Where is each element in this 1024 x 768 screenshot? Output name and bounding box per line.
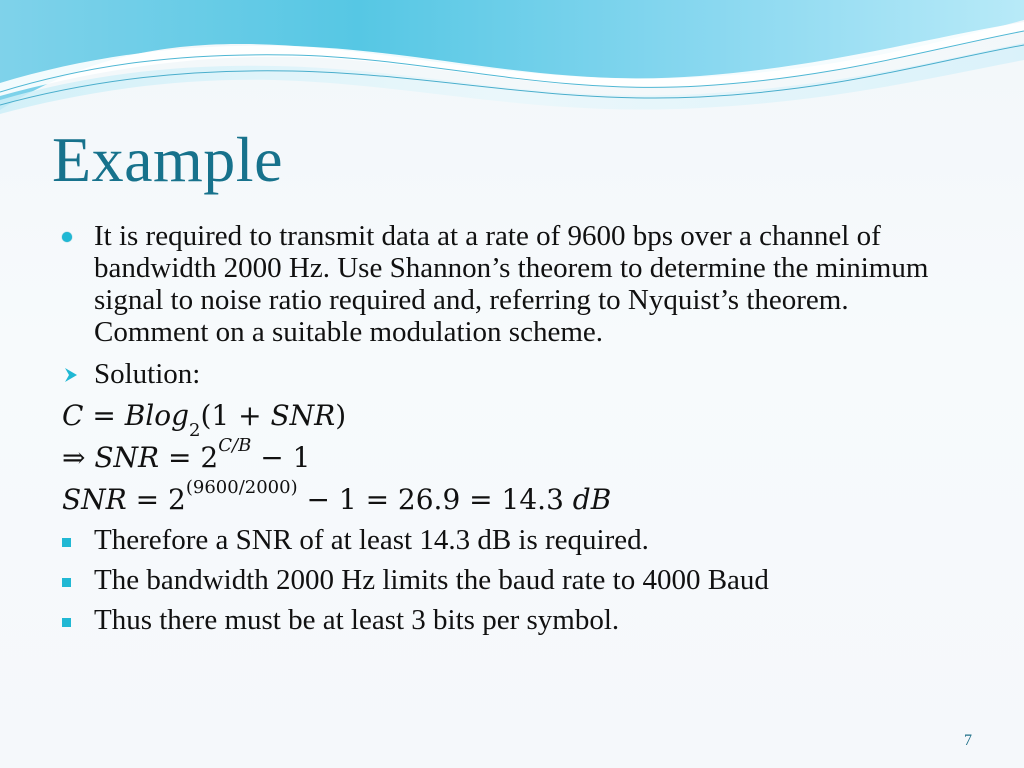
snr-symbol: SNR [62,483,127,516]
power-exponent: C/B [218,434,252,456]
problem-statement [62,220,962,348]
minus-one: − 1 [251,441,311,474]
implies-symbol: ⇒ [62,441,95,474]
circle-bullet-icon [62,232,72,242]
power-base: 2 [200,441,219,474]
snr-symbol: SNR [94,441,160,474]
slide-content [62,220,962,644]
equation-rearranged [62,434,962,476]
solution-label: Solution: [94,358,201,390]
power-exponent: (9600/2000) [185,476,298,498]
problem-text: It is required to transmit data at a rate of 9600 bps over a channel of bandwidth 2000 Hz. Use Shannon’s theorem to determine the minimum signal to noise ratio required and, referring to Nyquist’s theorem. Comment on a suitable modulation scheme. [94,220,929,348]
slide-title: Example [52,124,283,195]
result-item [62,564,962,596]
equation-shannon [62,398,962,441]
log-base: 2 [189,419,201,441]
square-bullet-icon [62,578,71,587]
snr-symbol: SNR [270,399,336,432]
decibel-unit: dB [572,483,612,516]
power-base: 2 [168,483,186,516]
capacity-symbol: C [62,399,84,432]
closing-parenthesis: ) [335,399,347,432]
log-function: log [145,399,190,432]
decorative-wave-header [0,0,1024,120]
result-item [62,524,962,556]
equals-sign: = [126,483,169,516]
square-bullet-icon [62,618,71,627]
result-text: Therefore a SNR of at least 14.3 dB is required. [94,524,649,556]
result-item [62,604,962,636]
bandwidth-symbol: B [124,399,146,432]
equals-sign: = [83,399,125,432]
one-plus: (1 + [200,399,271,432]
calculated-values: − 1 = 26.9 = 14.3 [297,483,573,516]
square-bullet-icon [62,538,71,547]
result-text: The bandwidth 2000 Hz limits the baud rate to 4000 Baud [94,564,769,596]
equals-sign: = [159,441,201,474]
slide-number: 7 [964,732,972,749]
solution-heading [62,358,962,390]
equation-numeric [62,476,962,518]
result-text: Thus there must be at least 3 bits per symbol. [94,604,620,636]
arrow-bullet-icon [62,366,80,384]
